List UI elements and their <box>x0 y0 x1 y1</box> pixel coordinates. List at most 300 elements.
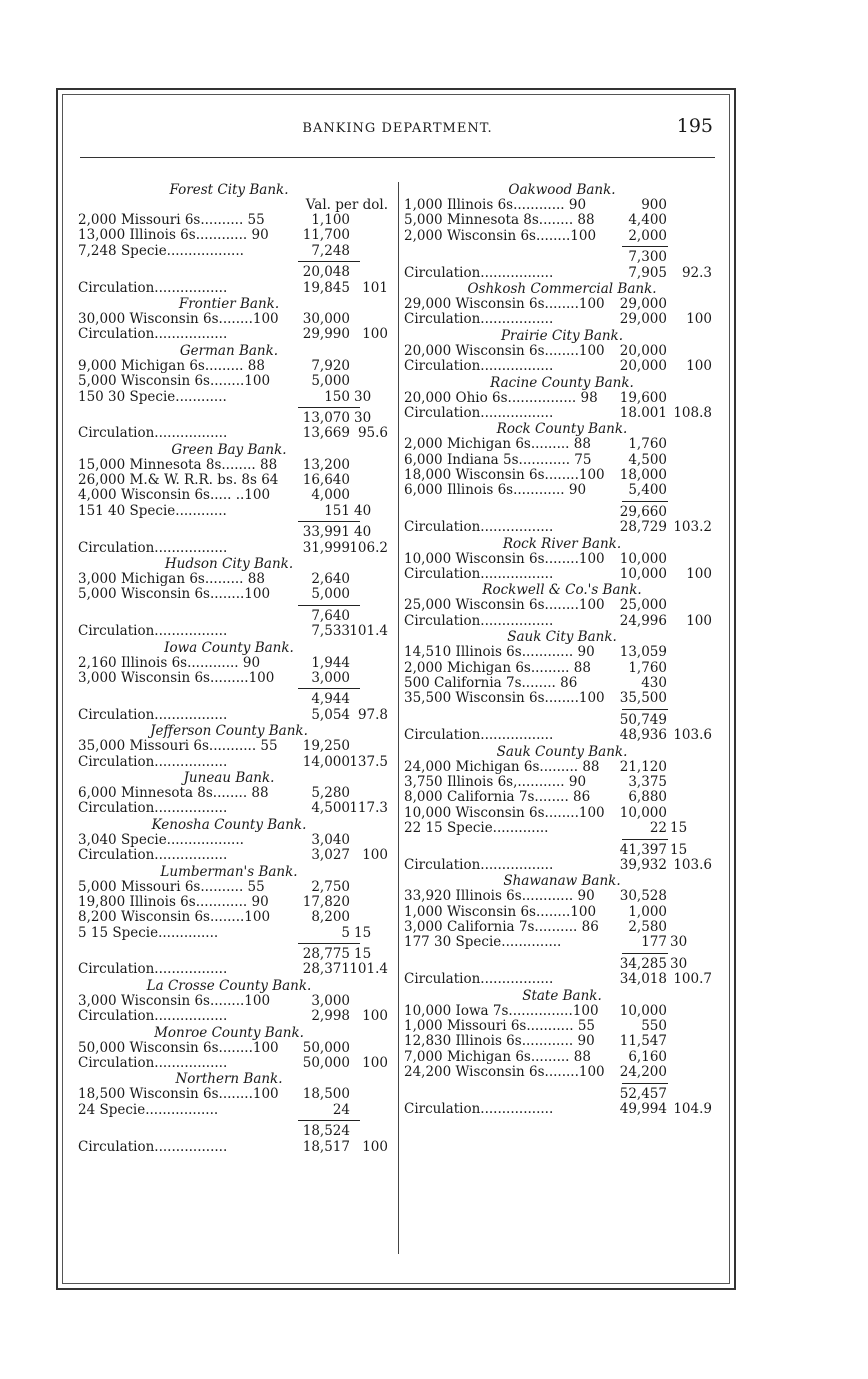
circulation-row <box>60 1009 398 1024</box>
holding-amount: 16,640 <box>302 472 350 489</box>
holding-amount: 5,280 <box>311 784 350 801</box>
total-row <box>402 713 722 728</box>
holding-label: 19,800 Illinois 6s............ 90 <box>78 893 269 910</box>
circulation-amount: 34,018 <box>619 971 667 988</box>
bank-entry <box>402 873 722 987</box>
holding-label: 7,248 Specie.................. <box>78 242 244 259</box>
holding-row <box>60 504 398 519</box>
holding-label: 500 California 7s........ 86 <box>404 674 578 691</box>
circulation-amount: 28,729 <box>619 519 667 536</box>
circulation-row <box>402 359 722 374</box>
holding-label: 10,000 Iowa 7s...............100 <box>404 1002 599 1019</box>
holding-label: 3,000 California 7s.......... 86 <box>404 919 599 936</box>
circulation-amount: 50,000 <box>302 1055 350 1072</box>
value-per-dollar: 100 <box>686 612 712 629</box>
bank-entry <box>60 770 398 817</box>
total-row <box>60 525 398 540</box>
bank-title: Monroe County Bank. <box>154 1024 304 1041</box>
holding-label: 12,830 Illinois 6s............ 90 <box>404 1033 595 1050</box>
holding-amount: 2,640 <box>311 571 350 588</box>
circulation-row <box>60 801 398 816</box>
holding-row <box>402 552 722 567</box>
holding-row <box>60 228 398 243</box>
holding-amount: 13,200 <box>302 456 350 473</box>
bank-entry <box>60 1071 398 1155</box>
bank-title: Racine County Bank. <box>490 374 634 391</box>
holding-row <box>60 994 398 1009</box>
value-per-dollar: 117.3 <box>349 800 388 817</box>
holding-amount: 3,000 <box>311 669 350 686</box>
holding-row <box>60 312 398 327</box>
holding-row <box>60 244 398 259</box>
bank-entry <box>402 536 722 583</box>
right-column <box>402 182 722 1117</box>
holding-label: 14,510 Illinois 6s............ 90 <box>404 644 595 661</box>
circulation-row <box>60 541 398 556</box>
circulation-label: Circulation................. <box>78 961 228 978</box>
circulation-row <box>402 520 722 535</box>
bank-entry <box>402 988 722 1118</box>
total-amount: 7,300 <box>628 249 667 266</box>
holding-label: 2,000 Michigan 6s......... 88 <box>404 659 591 676</box>
holding-label: 29,000 Wisconsin 6s........100 <box>404 295 605 312</box>
holding-row <box>402 483 722 498</box>
holding-amount: 30,000 <box>302 310 350 327</box>
holding-label: 9,000 Michigan 6s......... 88 <box>78 357 265 374</box>
header-rule <box>80 157 715 158</box>
holding-label: 2,160 Illinois 6s............ 90 <box>78 654 261 671</box>
holding-amount: 35,500 <box>619 690 667 707</box>
circulation-label: Circulation................. <box>78 1008 228 1025</box>
circulation-row <box>60 848 398 863</box>
bank-entry <box>60 1025 398 1072</box>
holding-amount: 19,600 <box>619 389 667 406</box>
holding-label: 20,000 Ohio 6s................ 98 <box>404 389 598 406</box>
holding-row <box>60 572 398 587</box>
bank-title: Juneau Bank. <box>183 769 275 786</box>
holding-amount: 19,250 <box>302 738 350 755</box>
holding-cents: 15 <box>354 924 372 941</box>
circulation-label: Circulation................. <box>78 753 228 770</box>
holding-amount: 900 <box>641 197 667 213</box>
bank-entry <box>60 723 398 770</box>
holding-row <box>402 645 722 660</box>
holding-row <box>402 760 722 775</box>
page-number: 195 <box>676 115 713 137</box>
bank-title: La Crosse County Bank. <box>146 977 312 994</box>
total-amount: 20,048 <box>302 264 350 281</box>
holding-row <box>402 821 722 836</box>
holding-amount: 4,500 <box>628 451 667 468</box>
bank-title: German Bank. <box>179 342 279 359</box>
holding-label: 3,000 Wisconsin 6s.........100 <box>78 669 275 686</box>
holding-amount: 3,375 <box>628 773 667 790</box>
circulation-label: Circulation................. <box>404 1100 554 1117</box>
circulation-row <box>60 755 398 770</box>
holding-row <box>402 691 722 706</box>
bank-entry <box>60 343 398 442</box>
circulation-row <box>402 972 722 987</box>
holding-amount: 8,200 <box>311 909 350 926</box>
value-per-dollar: 100 <box>686 566 712 583</box>
holding-row <box>402 229 722 244</box>
total-cents: 40 <box>354 524 372 541</box>
holding-label: 2,000 Michigan 6s......... 88 <box>404 436 591 453</box>
holding-amount: 550 <box>641 1018 667 1035</box>
total-row <box>60 692 398 707</box>
holding-amount: 10,000 <box>619 550 667 567</box>
circulation-amount: 29,000 <box>619 311 667 328</box>
total-row <box>402 505 722 520</box>
value-per-dollar: 100 <box>362 1055 388 1072</box>
circulation-label: Circulation................. <box>404 727 554 744</box>
holding-amount: 5 <box>341 924 350 941</box>
value-per-dollar: 103.2 <box>673 519 712 536</box>
circulation-row <box>402 406 722 421</box>
circulation-amount: 5,054 <box>311 706 350 723</box>
value-header-text: Val. per dol. <box>305 197 388 213</box>
holding-row <box>60 473 398 488</box>
holding-amount: 24 <box>332 1101 350 1118</box>
holding-row <box>402 453 722 468</box>
holding-label: 3,040 Specie.................. <box>78 831 244 848</box>
circulation-row <box>60 962 398 977</box>
value-per-dollar: 100 <box>362 1008 388 1025</box>
bank-entry <box>60 978 398 1025</box>
holding-row <box>60 1103 398 1118</box>
holding-amount: 4,000 <box>311 487 350 504</box>
total-cents: 30 <box>670 955 688 972</box>
holding-amount: 177 <box>641 934 667 951</box>
bank-title: Kenosha County Bank. <box>151 816 307 833</box>
bank-title: Hudson City Bank. <box>164 556 294 573</box>
value-per-dollar: 95.6 <box>357 425 388 442</box>
holding-label: 24 Specie................. <box>78 1101 219 1118</box>
holding-label: 22 15 Specie............. <box>404 820 549 837</box>
holding-row <box>402 598 722 613</box>
holding-label: 2,000 Wisconsin 6s........100 <box>404 227 597 244</box>
circulation-label: Circulation................. <box>404 519 554 536</box>
bank-title: Shawanaw Bank. <box>503 873 621 890</box>
holding-amount: 4,400 <box>628 212 667 229</box>
holding-amount: 17,820 <box>302 893 350 910</box>
circulation-label: Circulation................. <box>78 279 228 296</box>
bank-title: Rock County Bank. <box>496 421 628 438</box>
circulation-amount: 39,932 <box>619 856 667 873</box>
total-cents: 15 <box>670 841 688 858</box>
holding-row <box>60 786 398 801</box>
holding-row <box>402 905 722 920</box>
circulation-label: Circulation................. <box>404 566 554 583</box>
holding-amount: 151 <box>324 502 350 519</box>
value-per-dollar: 100.7 <box>673 971 712 988</box>
bank-title: Rockwell & Co.'s Bank. <box>482 582 642 599</box>
holding-label: 13,000 Illinois 6s............ 90 <box>78 227 269 244</box>
holding-label: 151 40 Specie............ <box>78 502 227 519</box>
holding-row <box>60 390 398 405</box>
total-row <box>402 250 722 265</box>
total-amount: 34,285 <box>619 955 667 972</box>
holding-row <box>402 676 722 691</box>
bank-title: Jefferson County Bank. <box>150 723 308 740</box>
holding-label: 150 30 Specie............ <box>78 388 227 405</box>
circulation-row <box>60 281 398 296</box>
holding-label: 20,000 Wisconsin 6s........100 <box>404 342 605 359</box>
holding-amount: 22 <box>649 820 667 837</box>
total-amount: 50,749 <box>619 711 667 728</box>
holding-amount: 6,160 <box>628 1048 667 1065</box>
holding-cents: 40 <box>354 502 372 519</box>
circulation-amount: 24,996 <box>619 612 667 629</box>
total-amount: 13,070 <box>302 409 350 426</box>
holding-row <box>60 656 398 671</box>
total-amount: 33,991 <box>302 524 350 541</box>
holding-label: 10,000 Wisconsin 6s........100 <box>404 804 605 821</box>
bank-entry <box>60 640 398 724</box>
bank-entry <box>402 744 722 874</box>
holding-row <box>402 1050 722 1065</box>
holding-row <box>60 1041 398 1056</box>
total-amount: 28,775 <box>302 946 350 963</box>
holding-row <box>402 297 722 312</box>
circulation-label: Circulation................. <box>404 971 554 988</box>
holding-amount: 5,000 <box>311 373 350 390</box>
bank-entry <box>60 817 398 864</box>
circulation-amount: 4,500 <box>311 800 350 817</box>
value-per-dollar: 100 <box>362 326 388 343</box>
holding-label: 10,000 Wisconsin 6s........100 <box>404 550 605 567</box>
total-amount: 41,397 <box>619 841 667 858</box>
holding-label: 3,000 Michigan 6s......... 88 <box>78 571 265 588</box>
holding-label: 24,200 Wisconsin 6s........100 <box>404 1064 605 1081</box>
holding-label: 30,000 Wisconsin 6s........100 <box>78 310 279 327</box>
circulation-label: Circulation................. <box>404 404 554 421</box>
holding-row <box>60 671 398 686</box>
holding-label: 2,000 Missouri 6s.......... 55 <box>78 212 265 228</box>
circulation-row <box>402 266 722 281</box>
circulation-label: Circulation................. <box>404 311 554 328</box>
holding-label: 15,000 Minnesota 8s........ 88 <box>78 456 278 473</box>
circulation-amount: 49,994 <box>619 1100 667 1117</box>
circulation-amount: 2,998 <box>311 1008 350 1025</box>
holding-amount: 3,000 <box>311 992 350 1009</box>
bank-entry <box>60 182 398 296</box>
holding-row <box>402 775 722 790</box>
circulation-row <box>60 624 398 639</box>
circulation-amount: 3,027 <box>311 847 350 864</box>
value-per-dollar: 97.8 <box>357 706 388 723</box>
holding-amount: 11,700 <box>302 227 350 244</box>
total-row <box>60 947 398 962</box>
holding-label: 1,000 Illinois 6s............ 90 <box>404 197 587 213</box>
holding-amount: 29,000 <box>619 295 667 312</box>
holding-amount: 13,059 <box>619 644 667 661</box>
holding-amount: 11,547 <box>619 1033 667 1050</box>
running-head: BANKING DEPARTMENT. <box>302 121 493 136</box>
holding-amount: 10,000 <box>619 804 667 821</box>
holding-amount: 30,528 <box>619 888 667 905</box>
holding-row <box>402 213 722 228</box>
holding-label: 8,000 California 7s........ 86 <box>404 789 591 806</box>
holding-amount: 430 <box>641 674 667 691</box>
holding-amount: 1,944 <box>311 654 350 671</box>
bank-entry <box>402 328 722 375</box>
bank-entry <box>60 864 398 978</box>
circulation-label: Circulation................. <box>404 856 554 873</box>
holding-row <box>402 344 722 359</box>
circulation-label: Circulation................. <box>78 425 228 442</box>
holding-amount: 10,000 <box>619 1002 667 1019</box>
circulation-amount: 48,936 <box>619 727 667 744</box>
holding-amount: 7,248 <box>311 242 350 259</box>
holding-row <box>402 935 722 950</box>
holding-amount: 25,000 <box>619 597 667 614</box>
bank-title: Forest City Bank. <box>169 182 289 198</box>
holding-label: 5,000 Wisconsin 6s........100 <box>78 586 271 603</box>
holding-amount: 2,580 <box>628 919 667 936</box>
circulation-amount: 10,000 <box>619 566 667 583</box>
holding-amount: 18,500 <box>302 1086 350 1103</box>
holding-label: 177 30 Specie.............. <box>404 934 562 951</box>
circulation-amount: 18,517 <box>302 1138 350 1155</box>
holding-label: 26,000 M.& W. R.R. bs. 8s 64 <box>78 472 279 489</box>
bank-entry <box>402 182 722 281</box>
circulation-label: Circulation................. <box>78 623 228 640</box>
circulation-label: Circulation................. <box>78 1055 228 1072</box>
holding-amount: 3,040 <box>311 831 350 848</box>
holding-row <box>60 833 398 848</box>
holding-row <box>60 458 398 473</box>
holding-label: 50,000 Wisconsin 6s........100 <box>78 1039 279 1056</box>
circulation-amount: 19,845 <box>302 279 350 296</box>
holding-row <box>402 1034 722 1049</box>
value-per-dollar: 101.4 <box>349 623 388 640</box>
holding-row <box>60 1087 398 1102</box>
holding-row <box>60 488 398 503</box>
holding-row <box>60 895 398 910</box>
holding-label: 6,000 Minnesota 8s........ 88 <box>78 784 269 801</box>
bank-title: Sauk County Bank. <box>496 743 628 760</box>
total-row <box>60 265 398 280</box>
holding-row <box>60 739 398 754</box>
bank-title: Lumberman's Bank. <box>160 863 298 880</box>
holding-amount: 18,000 <box>619 467 667 484</box>
holding-amount: 1,100 <box>311 212 350 228</box>
value-per-dollar: 100 <box>686 311 712 328</box>
holding-label: 6,000 Indiana 5s............ 75 <box>404 451 592 468</box>
total-row <box>60 411 398 426</box>
holding-label: 4,000 Wisconsin 6s..... ..100 <box>78 487 271 504</box>
holding-label: 25,000 Wisconsin 6s........100 <box>404 597 605 614</box>
bank-entry <box>60 296 398 343</box>
circulation-label: Circulation................. <box>78 1138 228 1155</box>
total-amount: 7,640 <box>311 607 350 624</box>
holding-row <box>60 374 398 389</box>
bank-title: Rock River Bank. <box>502 535 622 552</box>
bank-entry <box>402 629 722 743</box>
circulation-label: Circulation................. <box>78 800 228 817</box>
holding-amount: 20,000 <box>619 342 667 359</box>
holding-row <box>402 468 722 483</box>
circulation-amount: 14,000 <box>302 753 350 770</box>
bank-title: State Bank. <box>522 987 602 1004</box>
total-row <box>402 1087 722 1102</box>
holding-row <box>60 926 398 941</box>
holding-label: 35,000 Missouri 6s........... 55 <box>78 738 278 755</box>
holding-row <box>402 391 722 406</box>
holding-cents: 30 <box>354 388 372 405</box>
bank-title: Green Bay Bank. <box>171 441 287 458</box>
bank-title: Iowa County Bank. <box>164 639 294 656</box>
circulation-row <box>60 1056 398 1071</box>
holding-label: 7,000 Michigan 6s......... 88 <box>404 1048 591 1065</box>
value-per-dollar: 137.5 <box>349 753 388 770</box>
holding-row <box>60 910 398 925</box>
holding-amount: 2,000 <box>628 227 667 244</box>
holding-amount: 21,120 <box>619 758 667 775</box>
holding-label: 5,000 Minnesota 8s........ 88 <box>404 212 595 229</box>
value-per-dollar: 100 <box>362 847 388 864</box>
holding-label: 1,000 Missouri 6s........... 55 <box>404 1018 596 1035</box>
circulation-label: Circulation................. <box>404 612 554 629</box>
circulation-amount: 31,999 <box>302 539 350 556</box>
holding-amount: 7,920 <box>311 357 350 374</box>
circulation-row <box>402 312 722 327</box>
holding-row <box>402 661 722 676</box>
holding-amount: 5,400 <box>628 482 667 499</box>
circulation-label: Circulation................. <box>78 706 228 723</box>
holding-amount: 1,760 <box>628 659 667 676</box>
total-row <box>60 1124 398 1139</box>
holding-label: 33,920 Illinois 6s............ 90 <box>404 888 595 905</box>
circulation-row <box>60 327 398 342</box>
circulation-row <box>402 567 722 582</box>
holding-label: 8,200 Wisconsin 6s........100 <box>78 909 271 926</box>
holding-cents: 30 <box>670 934 688 951</box>
bank-title: Oshkosh Commercial Bank. <box>467 280 657 297</box>
bank-entry <box>402 375 722 422</box>
holding-label: 35,500 Wisconsin 6s........100 <box>404 690 605 707</box>
holding-label: 5,000 Missouri 6s.......... 55 <box>78 878 265 895</box>
circulation-row <box>402 728 722 743</box>
circulation-row <box>60 708 398 723</box>
holding-label: 18,000 Wisconsin 6s........100 <box>404 467 605 484</box>
bank-title: Prairie City Bank. <box>500 327 624 344</box>
value-per-dollar: 106.2 <box>349 539 388 556</box>
value-per-dollar: 104.9 <box>673 1100 712 1117</box>
bank-entry <box>60 442 398 556</box>
total-amount: 52,457 <box>619 1085 667 1102</box>
circulation-row <box>60 426 398 441</box>
bank-title: Sauk City Bank. <box>507 629 617 646</box>
circulation-label: Circulation................. <box>78 847 228 864</box>
holding-row <box>402 1019 722 1034</box>
value-column-header <box>60 198 398 213</box>
holding-row <box>402 790 722 805</box>
holding-label: 24,000 Michigan 6s......... 88 <box>404 758 600 775</box>
bank-entry <box>60 556 398 640</box>
circulation-label: Circulation................. <box>404 358 554 375</box>
circulation-amount: 13,669 <box>302 425 350 442</box>
holding-row <box>402 1065 722 1080</box>
holding-row <box>402 806 722 821</box>
bank-title: Northern Bank. <box>175 1071 283 1088</box>
total-amount: 18,524 <box>302 1123 350 1140</box>
value-per-dollar: 100 <box>686 358 712 375</box>
circulation-amount: 7,905 <box>628 264 667 281</box>
value-per-dollar: 103.6 <box>673 856 712 873</box>
holding-row <box>402 1004 722 1019</box>
